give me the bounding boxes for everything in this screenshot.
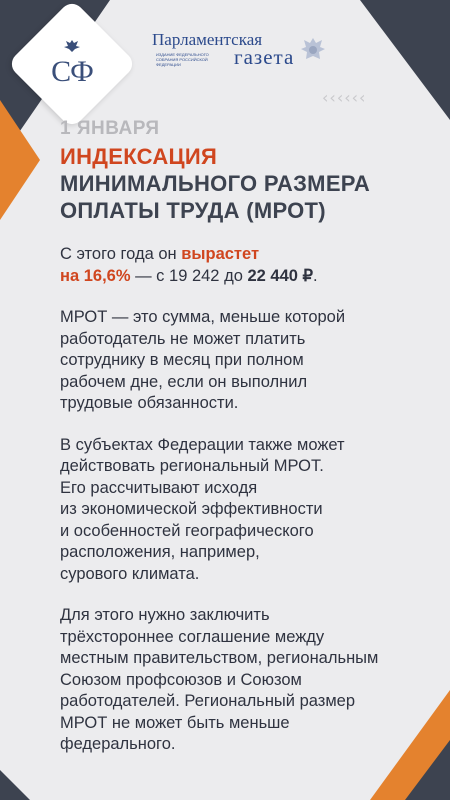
coat-of-arms-icon bbox=[300, 35, 326, 65]
corner-decoration-bottom-left bbox=[0, 770, 30, 800]
paragraph-line: сотруднику в месяц при полном bbox=[60, 351, 304, 369]
paragraph-line: работодатель не может платить bbox=[60, 329, 306, 348]
chevron-left-icon: ‹ bbox=[329, 88, 336, 107]
corner-decoration-top-right bbox=[360, 0, 450, 120]
paragraph-line: действовать региональный МРОТ. bbox=[60, 457, 324, 475]
chevron-left-icon: ‹ bbox=[344, 88, 351, 107]
chevron-left-icon: ‹ bbox=[322, 88, 329, 107]
paragraph-line: федерального. bbox=[60, 735, 176, 753]
paragraph-line: В субъектах Федерации также может bbox=[60, 435, 345, 454]
headline-line-3: ОПЛАТЫ ТРУДА (МРОТ) bbox=[60, 198, 326, 223]
pg-logo-line2: газета bbox=[234, 45, 295, 69]
paragraph-line: Союзом профсоюзов и Союзом bbox=[60, 670, 302, 689]
chevron-left-icon: ‹ bbox=[351, 88, 359, 107]
headline-line-2: МИНИМАЛЬНОГО РАЗМЕРА bbox=[60, 171, 371, 196]
pg-logo-line1: Парламентская bbox=[152, 30, 263, 49]
sf-logo bbox=[26, 18, 118, 110]
sf-logo-text: СФ bbox=[51, 55, 93, 88]
paragraph-line bbox=[60, 266, 445, 288]
paragraph-line: сурового климата. bbox=[60, 564, 200, 583]
paragraph-line: Для этого нужно заключить bbox=[60, 606, 270, 624]
text-span: . bbox=[313, 266, 318, 285]
corner-decoration-left-orange bbox=[0, 100, 40, 220]
chevron-left-icon: ‹ bbox=[336, 88, 344, 107]
paragraph-definition bbox=[60, 307, 445, 415]
headline-accent: ИНДЕКСАЦИЯ bbox=[60, 144, 218, 169]
highlight-grow: вырастет bbox=[181, 245, 260, 263]
paragraph-line: трудовые обязанности. bbox=[60, 394, 239, 412]
chevron-left-icon: ‹ bbox=[359, 88, 366, 107]
paragraph-line bbox=[60, 244, 445, 266]
paragraph-line: рабочем дне, если он выполнил bbox=[60, 372, 308, 391]
text-span: — с 19 242 до bbox=[130, 266, 248, 285]
paragraph-regional bbox=[60, 435, 445, 586]
paragraph-line: из экономической эффективности bbox=[60, 500, 323, 518]
paragraph-line: работодателей. Региональный размер bbox=[60, 692, 356, 710]
paragraph-line: МРОТ — это сумма, меньше которой bbox=[60, 308, 346, 326]
highlight-percent: на 16,6% bbox=[60, 266, 131, 285]
article-date: 1 ЯНВАРЯ bbox=[60, 118, 160, 139]
parliament-gazette-logo bbox=[152, 30, 332, 76]
paragraph-line: расположения, например, bbox=[60, 543, 260, 561]
eagle-emblem-icon bbox=[62, 39, 82, 53]
highlight-amount: 22 440 ₽ bbox=[247, 266, 314, 285]
paragraph-line: местным правительством, региональным bbox=[60, 649, 379, 667]
pg-logo-subtitle: ИЗДАНИЕ ФЕДЕРАЛЬНОГО СОБРАНИЯ РОССИЙСКОЙ ФЕДЕРАЦИИ bbox=[156, 52, 209, 67]
article bbox=[60, 118, 445, 756]
paragraph-line: МРОТ не может быть меньше bbox=[60, 713, 290, 732]
paragraph-line: и особенностей географического bbox=[60, 521, 314, 540]
text-span: С этого года он bbox=[60, 245, 182, 263]
chevron-decoration bbox=[322, 88, 365, 107]
paragraph-agreement bbox=[60, 605, 445, 756]
paragraph-line: трёхстороннее соглашение между bbox=[60, 627, 325, 646]
paragraph-line: Его рассчитывают исходя bbox=[60, 478, 258, 497]
paragraph-increase bbox=[60, 244, 445, 287]
